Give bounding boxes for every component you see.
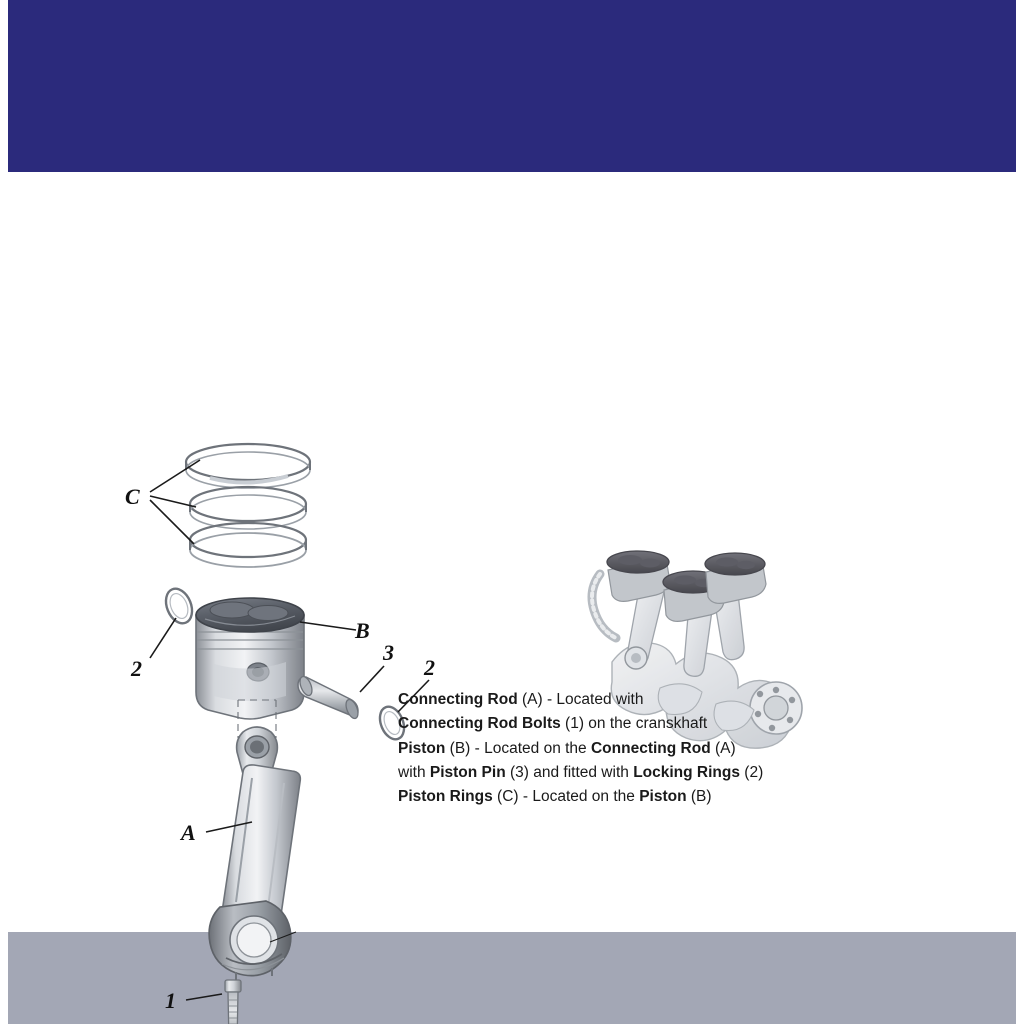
caption-term: Locking Rings xyxy=(633,763,740,781)
piston-ring-top xyxy=(186,444,310,488)
caption-text: (B) xyxy=(686,788,712,806)
piston-pin xyxy=(298,666,384,720)
caption-text: (A) xyxy=(710,739,736,757)
caption-term: Piston Rings xyxy=(398,788,493,806)
inset-piston-right xyxy=(705,553,766,603)
caption-text: (C) - Located on the xyxy=(492,788,640,806)
caption-term: Connecting Rod Bolts xyxy=(398,715,561,733)
caption-text: (A) - Located with xyxy=(517,691,644,708)
caption-text: (3) and fitted with xyxy=(505,763,634,781)
locking-ring-left xyxy=(150,585,197,658)
inset-piston-left xyxy=(607,551,670,601)
caption-term: Piston xyxy=(398,739,446,757)
caption-line-4 xyxy=(398,761,868,785)
exploded-diagram xyxy=(0,172,1024,1013)
callout-2-left: 2 xyxy=(131,656,142,681)
caption-term: Connecting Rod xyxy=(590,739,711,757)
piston-rings-group xyxy=(150,444,310,567)
callout-2-right: 2 xyxy=(424,655,435,680)
callout-1: 1 xyxy=(165,988,176,1013)
caption-term: Piston Pin xyxy=(429,763,506,781)
caption-line-2 xyxy=(398,712,868,736)
caption-text: (2) xyxy=(739,763,764,781)
callout-a: A xyxy=(181,820,196,845)
caption-block xyxy=(398,688,868,809)
caption-line-1 xyxy=(398,688,868,712)
callout-b: B xyxy=(355,618,370,643)
caption-line-5 xyxy=(398,785,868,809)
connecting-rod xyxy=(206,727,300,980)
callout-c: C xyxy=(125,484,140,509)
caption-term: Piston xyxy=(639,788,687,806)
caption-text: (1) on the cranskhaft xyxy=(560,715,708,733)
caption-text: with xyxy=(398,763,430,781)
caption-line-3 xyxy=(398,737,868,761)
caption-text: (B) - Located on the xyxy=(445,739,591,757)
caption-term: Connecting Rod xyxy=(398,691,518,708)
callout-3: 3 xyxy=(383,640,394,665)
top-banner xyxy=(8,0,1016,172)
bottom-bar xyxy=(8,932,1016,1024)
